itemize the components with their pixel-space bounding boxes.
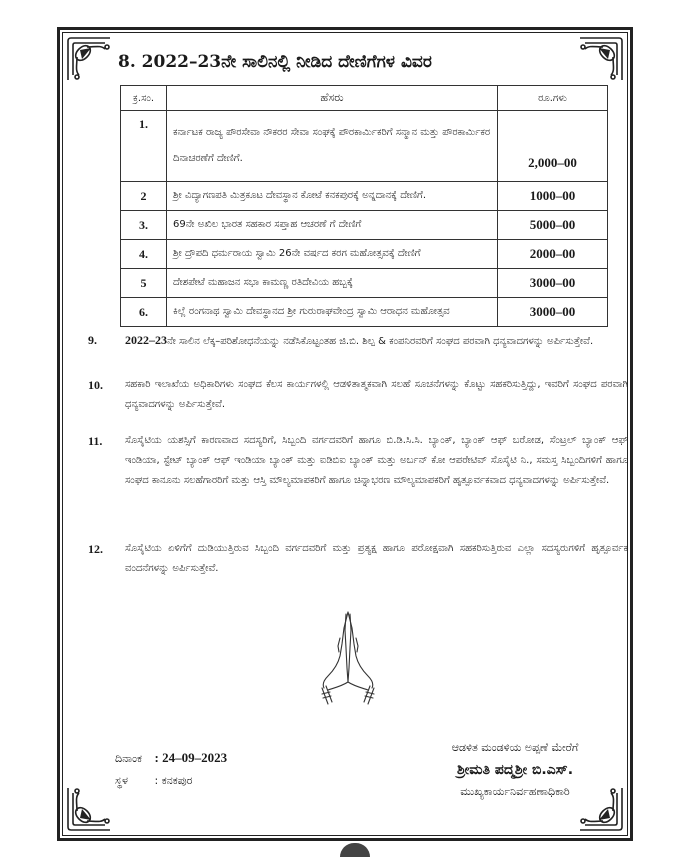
corner-ornament-icon bbox=[65, 35, 113, 83]
date-value: : 24–09–2023 bbox=[154, 750, 228, 765]
table-row bbox=[121, 269, 608, 298]
paragraph-number: 11. bbox=[88, 434, 103, 448]
date-place-block bbox=[115, 747, 227, 792]
paragraph-10 bbox=[88, 375, 628, 415]
paragraph-number: 12. bbox=[88, 542, 103, 556]
paragraph-number: 9. bbox=[88, 333, 97, 347]
donations-table bbox=[120, 85, 608, 327]
section-title: 8. 2022–23ನೇ ಸಾಲಿನಲ್ಲಿ ನೀಡಿದ ದೇಣಿಗೆಗಳ ವಿವರ bbox=[118, 52, 432, 72]
paragraph-text: ನೇ ಸಾಲಿನ ಲೆಕ್ಕ–ಪರಿಶೋಧನೆಯನ್ನು ನಡೆಸಿಕೊಟ್ಟಂತಹ ಜಿ.ಬಿ. ಶಿಲ್ಪ & ಕಂಪನಿರವರಿಗೆ ಸಂಘದ ಪರವಾಗಿ ಧನ್ಯವಾದಗಳನ್ನು ಅರ್ಪಿಸುತ್ತೇವೆ. bbox=[167, 336, 594, 347]
paragraph-number: 10. bbox=[88, 378, 103, 392]
row-serial: 6. bbox=[121, 298, 167, 327]
row-amount: 2,000–00 bbox=[498, 111, 608, 182]
paragraph-text: ಸಹಕಾರಿ ಇಲಾಖೆಯ ಅಧಿಕಾರಿಗಳು ಸಂಘದ ಕೆಲಸ ಕಾರ್ಯಗಳಲ್ಲಿ ಆಡಳಿತಾತ್ಮಕವಾಗಿ ಸಲಹೆ ಸೂಚನೆಗಳನ್ನು ಕೊಟ್ಟು ಸಹಕರಿಸುತ್ತಿದ್ದು, ಇವರಿಗೆ ಸಂಘದ ಪರವಾಗಿ ಧನ್ಯವಾದಗಳನ್ನು ಅರ್ಪಿಸುತ್ತೇವೆ. bbox=[125, 379, 628, 410]
table-row bbox=[121, 111, 608, 182]
date-label: ದಿನಾಂಕ bbox=[115, 752, 142, 765]
row-serial: 4. bbox=[121, 240, 167, 269]
row-serial: 1. bbox=[121, 111, 167, 182]
namaste-hands-icon bbox=[318, 608, 378, 708]
signature-block bbox=[400, 737, 630, 803]
paragraph-9 bbox=[88, 330, 628, 352]
row-serial: 2 bbox=[121, 182, 167, 211]
page-bottom-mark bbox=[340, 843, 370, 857]
paragraph-11 bbox=[88, 431, 628, 491]
corner-ornament-icon bbox=[65, 785, 113, 833]
corner-ornament-icon bbox=[577, 35, 625, 83]
header-serial: ಕ್ರ.ಸಂ. bbox=[121, 86, 167, 111]
signatory-name: ಶ್ರೀಮತಿ ಪದ್ಮಶ್ರೀ ಬಿ.ಎಸ್. bbox=[456, 762, 574, 778]
row-name: ಶ್ರೀ ದ್ರೌಪದಿ ಧರ್ಮರಾಯ ಸ್ವಾಮಿ 26ನೇ ವರ್ಷದ ಕರಗ ಮಹೋತ್ಸವಕ್ಕೆ ದೇಣಿಗೆ bbox=[167, 240, 498, 269]
row-name: ಕರ್ನಾಟಕ ರಾಜ್ಯ ಪೌರಸೇವಾ ನೌಕರರ ಸೇವಾ ಸಂಘಕ್ಕೆ ಪೌರಕಾರ್ಮಿಕರಿಗೆ ಸನ್ಮಾನ ಮತ್ತು ಪೌರಕಾರ್ಮಿಕರ ದಿನಾಚರಣೆಗೆ ದೇಣಿಗೆ. bbox=[167, 111, 498, 182]
row-amount: 5000–00 bbox=[498, 211, 608, 240]
paragraph-text: ಸೊಸೈಟಿಯ ಯಶಸ್ಸಿಗೆ ಕಾರಣವಾದ ಸದಸ್ಯರಿಗೆ, ಸಿಬ್ಬಂದಿ ವರ್ಗದವರಿಗೆ ಹಾಗೂ ಬಿ.ಡಿ.ಸಿ.ಸಿ. ಬ್ಯಾಂಕ್, ಬ್ಯಾಂಕ್ ಆಫ್ ಬರೋಡ, ಸೆಂಟ್ರಲ್ ಬ್ಯಾಂಕ್ ಆಫ್ ಇಂಡಿಯಾ, ಸ್ಟೇಟ್ ಬ್ಯಾಂಕ್ ಆಫ್ ಇಂಡಿಯಾ ಬ್ಯಾಂಕ್ ಮತ್ತು ಐಡಿಬಿಐ ಬ್ಯಾಂಕ್ ಮತ್ತು ಅರ್ಬನ್ ಕೋ ಆಪರೇಟಿವ್ ಸೊಸೈಟಿ ನಿ., ಸಮಸ್ತ ಸಿಬ್ಬಂದಿಗಳಿಗೆ ಹಾಗೂ ಸಂಘದ ಕಾನೂನು ಸಲಹೆಗಾರರಿಗೆ ಮತ್ತು ಆಸ್ತಿ ಮೌಲ್ಯಮಾಪಕರಿಗೆ ಹಾಗೂ ಚಿನ್ನಾಭರಣ ಮೌಲ್ಯಮಾಪಕರಿಗೆ ಹೃತ್ಪೂರ್ವಕವಾದ ಧನ್ಯವಾದಗಳನ್ನು ಅರ್ಪಿಸುತ್ತೇವೆ. bbox=[125, 435, 628, 486]
table-row bbox=[121, 240, 608, 269]
place-value: : ಕನಕಪುರ bbox=[154, 774, 193, 787]
paragraph-lead: 2022–23 bbox=[125, 333, 167, 347]
paragraph-text: ಸೊಸೈಟಿಯ ಏಳಿಗೆಗೆ ದುಡಿಯುತ್ತಿರುವ ಸಿಬ್ಬಂದಿ ವರ್ಗದವರಿಗೆ ಮತ್ತು ಪ್ರತ್ಯಕ್ಷ ಹಾಗೂ ಪರೋಕ್ಷವಾಗಿ ಸಹಕರಿಸುತ್ತಿರುವ ಎಲ್ಲಾ ಸದಸ್ಯರುಗಳಿಗೆ ಹೃತ್ಪೂರ್ವಕ ವಂದನೆಗಳನ್ನು ಅರ್ಪಿಸುತ್ತೇವೆ. bbox=[125, 543, 628, 574]
header-amount: ರೂ.ಗಳು bbox=[498, 86, 608, 111]
table-row bbox=[121, 298, 608, 327]
table-header-row bbox=[121, 86, 608, 111]
row-amount: 2000–00 bbox=[498, 240, 608, 269]
place-label: ಸ್ಥಳ bbox=[115, 774, 128, 787]
row-amount: 3000–00 bbox=[498, 269, 608, 298]
table-row bbox=[121, 182, 608, 211]
row-amount: 1000–00 bbox=[498, 182, 608, 211]
header-name: ಹೆಸರು bbox=[167, 86, 498, 111]
row-serial: 3. bbox=[121, 211, 167, 240]
row-amount: 3000–00 bbox=[498, 298, 608, 327]
sign-authority-line: ಆಡಳಿತ ಮಂಡಳಿಯ ಅಪ್ಪಣೆ ಮೇರೆಗೆ bbox=[451, 741, 579, 754]
table-row bbox=[121, 211, 608, 240]
row-serial: 5 bbox=[121, 269, 167, 298]
row-name: ದೇಶಪೇಟೆ ಮಹಾಜನ ಸಭಾ ಕಾಮಣ್ಣ ರತಿದೇವಿಯ ಹಬ್ಬಕ್ಕೆ bbox=[167, 269, 498, 298]
signatory-designation: ಮುಖ್ಯಕಾರ್ಯನಿರ್ವಹಣಾಧಿಕಾರಿ bbox=[460, 785, 570, 798]
row-name: ಶ್ರೀ ವಿದ್ಯಾಗಣಪತಿ ಮಿತ್ರಕೂಟ ದೇವಸ್ಥಾನ ಕೋಟೆ ಕನಕಪುರಕ್ಕೆ ಅನ್ನದಾನಕ್ಕೆ ದೇಣಿಗೆ. bbox=[167, 182, 498, 211]
row-name: 69ನೇ ಅಖಿಲ ಭಾರತ ಸಹಕಾರ ಸಪ್ತಾಹ ಆಚರಣೆ ಗೆ ದೇಣಿಗೆ bbox=[167, 211, 498, 240]
row-name: ಕಿಲ್ಲೆ ರಂಗನಾಥ ಸ್ವಾಮಿ ದೇವಸ್ಥಾನದ ಶ್ರೀ ಗುರುರಾಘವೇಂದ್ರ ಸ್ವಾಮಿ ಆರಾಧನ ಮಹೋತ್ಸವ bbox=[167, 298, 498, 327]
paragraph-12 bbox=[88, 539, 628, 579]
